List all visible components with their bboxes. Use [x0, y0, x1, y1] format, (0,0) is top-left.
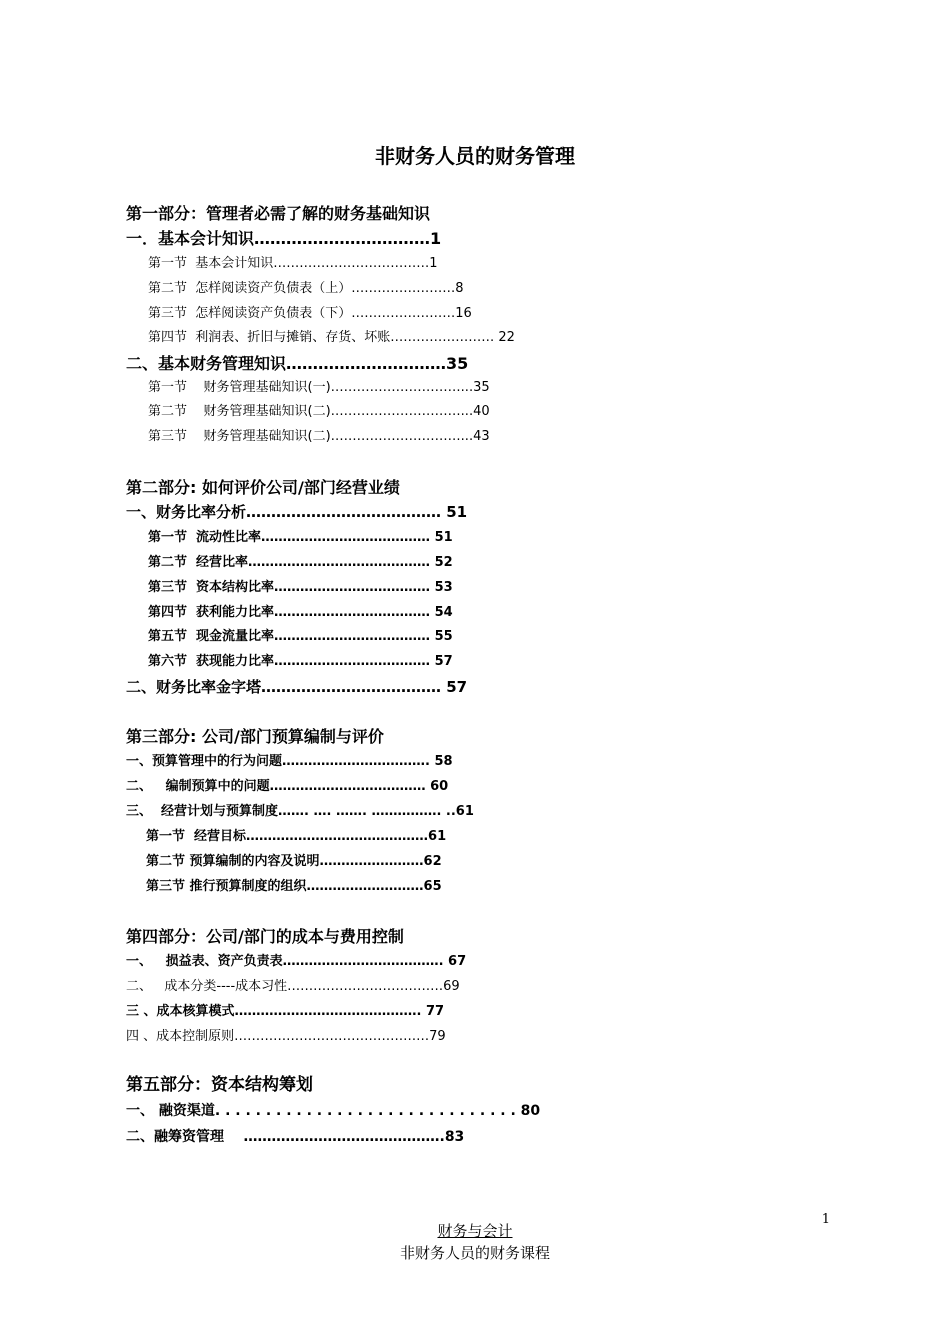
toc-entry: 二、基本财务管理知识…………………………35: [126, 354, 469, 373]
toc-entry: 第二节 财务管理基础知识(二)…………………………...40: [148, 404, 490, 419]
toc-entry: 第三节 推行预算制度的组织………………………65: [146, 879, 442, 894]
part-3-heading: 第三部分: 公司/部门预算编制与评价: [126, 727, 384, 746]
toc-entry: 一、预算管理中的行为问题……………………………. 58: [126, 754, 453, 769]
part-1-heading: 第一部分：管理者必需了解的财务基础知识: [126, 204, 431, 223]
page-number: 1: [821, 1212, 830, 1227]
toc-entry: 第二节 预算编制的内容及说明……………………62: [146, 854, 442, 869]
toc-entry: 第五节 现金流量比率……………………………… 55: [148, 629, 453, 644]
toc-entry: 二、融筹资管理 …………………………………….83: [126, 1129, 465, 1145]
footer-line-2: 非财务人员的财务课程: [399, 1244, 550, 1262]
toc-entry: 第三节 财务管理基础知识(二)…………………………...43: [148, 429, 490, 444]
toc-entry: 一、 损益表、资产负责表………………………………. 67: [126, 954, 467, 969]
toc-entry: 第二节 经营比率…………………………………… 52: [148, 555, 453, 570]
part-5-heading: 第五部分：资本结构筹划: [126, 1075, 313, 1095]
toc-entry: 一、 融资渠道. . . . . . . . . . . . . . . . . . . . . . . . . . . . . . 80: [126, 1103, 541, 1119]
footer-link-text: 财务与会计: [437, 1222, 513, 1240]
toc-entry: 第二节 怎样阅读资产负债表（上）……………………8: [148, 281, 464, 296]
toc-entry: 第一节 流动性比率………………………………… 51: [148, 530, 453, 545]
toc-entry: 第一节 经营目标……………………………………61: [146, 829, 447, 844]
toc-entry: 第一节 基本会计知识………………………………1: [148, 256, 438, 271]
toc-entry: 一．基本会计知识……………………………1: [126, 229, 442, 248]
toc-entry: 一、财务比率分析………………………………… 51: [126, 503, 468, 521]
toc-entry: 第六节 获现能力比率……………………………… 57: [148, 654, 453, 669]
toc-entry: 第三节 怎样阅读资产负债表（下）……………………16: [148, 306, 472, 321]
toc-entry: 四 、成本控制原则………………………………………79: [126, 1029, 446, 1044]
toc-entry: 二、财务比率金字塔……………………………… 57: [126, 678, 468, 696]
toc-entry: 二、 成本分类----成本习性………………………………69: [126, 979, 460, 994]
toc-entry: 三、 经营计划与预算制度……. …. ……. ……………. ..61: [126, 804, 474, 819]
toc-entry: 二、 编制预算中的问题……………………………… 60: [126, 779, 449, 794]
part-4-heading: 第四部分：公司/部门的成本与费用控制: [126, 927, 404, 946]
part-2-heading: 第二部分: 如何评价公司/部门经营业绩: [126, 478, 400, 497]
toc-entry: 第四节 获利能力比率……………………………… 54: [148, 605, 453, 620]
page-title: 非财务人员的财务管理: [375, 144, 575, 168]
toc-entry: 三 、成本核算模式……………………………………. 77: [126, 1004, 445, 1019]
footer-line-1: [0, 1220, 950, 1241]
toc-entry: 第四节 利润表、折旧与摊销、存货、坏账…………………… 22: [148, 330, 515, 345]
toc-entry: 第一节 财务管理基础知识(一)…………………………...35: [148, 380, 490, 395]
toc-entry: 第三节 资本结构比率……………………………… 53: [148, 580, 453, 595]
